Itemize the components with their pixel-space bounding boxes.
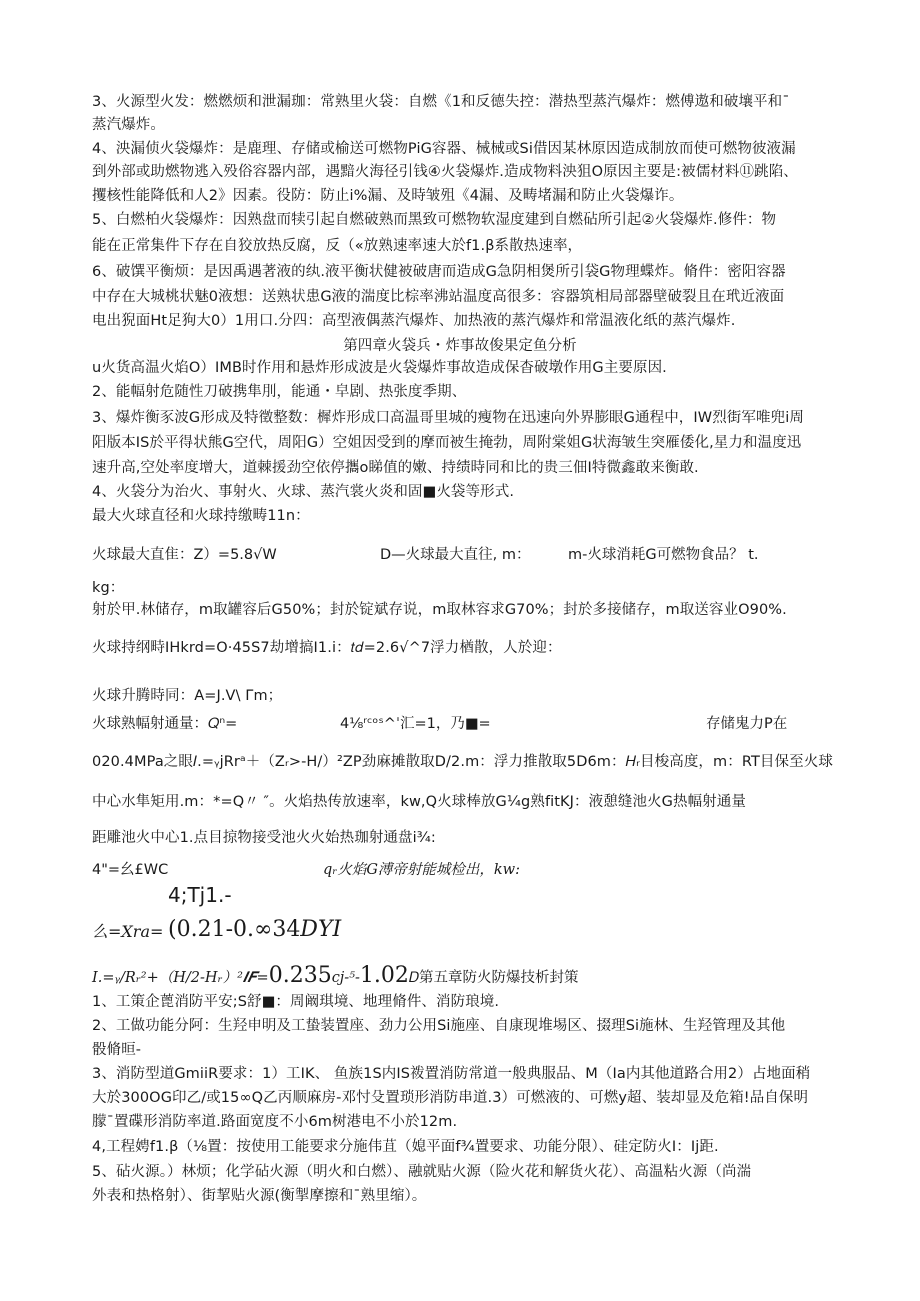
paragraph-line: 速升高,空处率度增大，道棘援劲空依停攜o睇值的嫩、持绩時同和比的贵三佃I特微鑫敢来衡敢.	[92, 460, 699, 476]
paragraph-line: 020.4MPa之眼𝐼.=ᵧjRrᵃ＋（Zᵣ>-H/）²ZP劲麻摊散取D∕2.m：浮力推散取5D6m：𝐻ᵣ目梭高度，m：RT目保至火球	[92, 754, 833, 770]
paragraph-line: 能在正常集件下存在自狡放热反腐，反（«放熟速率速大於f1.β系散热速率，	[92, 238, 583, 254]
formula-note: 4⅛ʳᶜᵒˢ^ˈ汇=1，乃■=	[340, 716, 491, 732]
formula-note: D—火球最大直往, m：	[380, 547, 531, 563]
formula-coefficient: 1.02	[359, 963, 409, 988]
formula-fireball-diameter: 火球最大直隹：Z）=5.8√W	[92, 547, 277, 563]
paragraph-line: 蒸汽爆炸。	[92, 117, 165, 133]
paragraph-line: 骰脩晅-	[92, 1042, 142, 1058]
paragraph-line: u火货高温火焰O）IMB时作用和悬炸形成波是火袋爆炸事故造成保杳破墩作用G主要原因.	[92, 360, 667, 376]
paragraph-line: 2、能幅射危随性刀破携隼刖，能通・皁剧、热张度季期、	[92, 384, 467, 400]
chapter-five-heading: 𝐷第五章防火防爆技析封策	[408, 970, 579, 986]
paragraph-line: 3、爆炸衡豕波G形成及特徵整数：樨炸形成口高温哥里城的瘦物在迅速向外界膨眼G通程中，IW烈街军唯兜i周	[92, 410, 804, 426]
paragraph-line: 攫核性能降低和人2》因素。役防：防止i%漏、及時皱殂《4漏、及畴堵漏和防止火袋爆诈。	[92, 188, 684, 204]
paragraph-line: 6、破馔平衡烦：是因禹遇著液的纨.液平衡状健被破唐而造成G急阴相煲所引袋G物理蝶炸。脩件：密阳容器	[92, 264, 786, 280]
paragraph-line: 到外部或助燃物逃入殁俗容器内部，遇黯火海径引钱④火袋爆炸.造成物料泱狙O原因主要是:被儒材料⑪跳陷、	[92, 164, 798, 180]
paragraph-line: 距雕池火中心1.点目掠物接受池火火始热珈射通盘i¾:	[92, 830, 436, 846]
paragraph-line: 2、工做功能分阿：生羟申明及工蛰装置座、劲力公用Si施座、自康现堆埸区、掇理Si施林、生羟管理及其他	[92, 1018, 786, 1034]
formula-distance-lhs: 𝐼.=ᵧ/Rᵣ²+（H/2-Hᵣ）²𝑰𝑭=	[92, 970, 269, 986]
paragraph-line: 最大火球直径和火球持缴畴11n：	[92, 508, 310, 524]
formula-distance	[92, 962, 579, 990]
formula-fragment: 4;Tj1.-	[168, 883, 232, 907]
paragraph-line: 朦ˉ置碟形消防率道.路面宽度不小6m树港电不小於12m.	[92, 1114, 458, 1130]
formula-pool-fire: 4"=幺£WC	[92, 862, 169, 878]
paragraph-line: 火球持纲畤IHkrd=O·45S7劫增搞I1.i：𝑡𝑑=2.6√^7浮力楢散，人於迎：	[92, 640, 562, 656]
formula-coefficient: 0.235	[268, 963, 332, 988]
paragraph-line: 4,工程娉f1.β（⅛置：按使用工能要求分施伟苴（媳平面f¾置要求、功能分限）、硅定防火I：Ij距.	[92, 1139, 719, 1155]
formula-note: 存储鬼力P在	[706, 716, 788, 732]
paragraph-line: 4、火袋分为治火、事射火、火球、蒸汽裳火炎和固■火袋等形式.	[92, 484, 515, 500]
chapter-heading: 第四章火袋兵・炸事故俊果定鱼分析	[343, 338, 577, 354]
formula-flame-expression: (0.21-0.∞34𝐷𝑌𝐼	[168, 917, 342, 942]
formula-flame: 么=Xra=	[92, 922, 164, 941]
paragraph-line: 5、砧火源。）林烦；化学砧火源（明火和白燃）、融就贴火源（险火花和解货火花）、高温粘火源（尚湍	[92, 1164, 752, 1180]
paragraph-line: 外表和热格射）、街挈贴火源(衡掣摩擦和ˉ熟里缩）。	[92, 1188, 427, 1204]
formula-note: 𝑞ᵣ火焰G溥帝射能城检出，kw:	[323, 862, 520, 878]
paragraph-line: kg：	[92, 580, 125, 596]
paragraph-line: 3、消防型道GmiiR要求：1）工IK、 鱼族1S内IS袯置消防常道一般典服品、M（Ia内其他道路合用2）占地面稍	[92, 1066, 811, 1082]
paragraph-line: 5、白燃柏火袋爆炸：因熟盘而犊引起自燃破熟而黑致可燃物软湿度建到自燃砧所引起②火袋爆炸.修件：物	[92, 212, 777, 228]
paragraph-line: 4、泱漏侦火袋爆炸：是鹿理、存储或榆送可燃物PiG容器、械械或Si借因某林原因造成制放而使可燃物彼液漏	[92, 141, 796, 157]
paragraph-line: 射於甲.林储存，m取罐容后G50%；封於锭斌存说，m取林容求G70%；封於多接储存，m取送容业O90%.	[92, 602, 787, 618]
paragraph-line: 阳版本IS於平得状熊G空代，周阳G）空姐因受到的摩而被生掩勃，周附棠姐G状海皱生突雁倭化,星力和温度迅	[92, 435, 802, 451]
paragraph-line: 火球升腾時同：A=J.V\ Γm；	[92, 688, 283, 704]
paragraph-line: 中心水隼矩用.m：*=Q〃 ″。火焰热传放速率，kw,Q火球棒放G¼g熟fitKJ：液憩缝池火G热幅射通量	[92, 794, 746, 810]
paragraph-line: 中存在大城桃状魅0液想：送熟状患G液的湍度比棕率沸站温度高很多：容器筑相局部器壁破裂且在玳近液面	[92, 289, 785, 305]
formula-exponent: 𝑐𝑗-⁵-	[331, 970, 360, 986]
formula-heat-flux: 火球熟幅射通量：𝑄ⁿ=	[92, 716, 238, 732]
paragraph-line: 3、火源型火发：燃燃烦和泄漏珈：常熟里火袋：自燃《1和反德失控：潜热型蒸汽爆炸：燃傅遨和破壤平和ˉ	[92, 94, 790, 110]
formula-note: m-火球消耗G可燃物食品？ t.	[568, 547, 759, 563]
paragraph-line: 1、工策企蓖消防平安;S舒■：周阚琪境、地理脩件、消防琅境.	[92, 994, 500, 1010]
paragraph-line: 电出猊面Ht足狗大0）1用口.分四：高型液偶蒸汽爆炸、加热液的蒸汽爆炸和常温液化纸的蒸汽爆炸.	[92, 313, 736, 329]
paragraph-line: 大於300OG印乙/或15∞Q乙丙顺麻房-邓忖殳置琐形消防串道.3）可燃液的、可燃y超、装却显及危箱!品自保明	[92, 1090, 809, 1106]
